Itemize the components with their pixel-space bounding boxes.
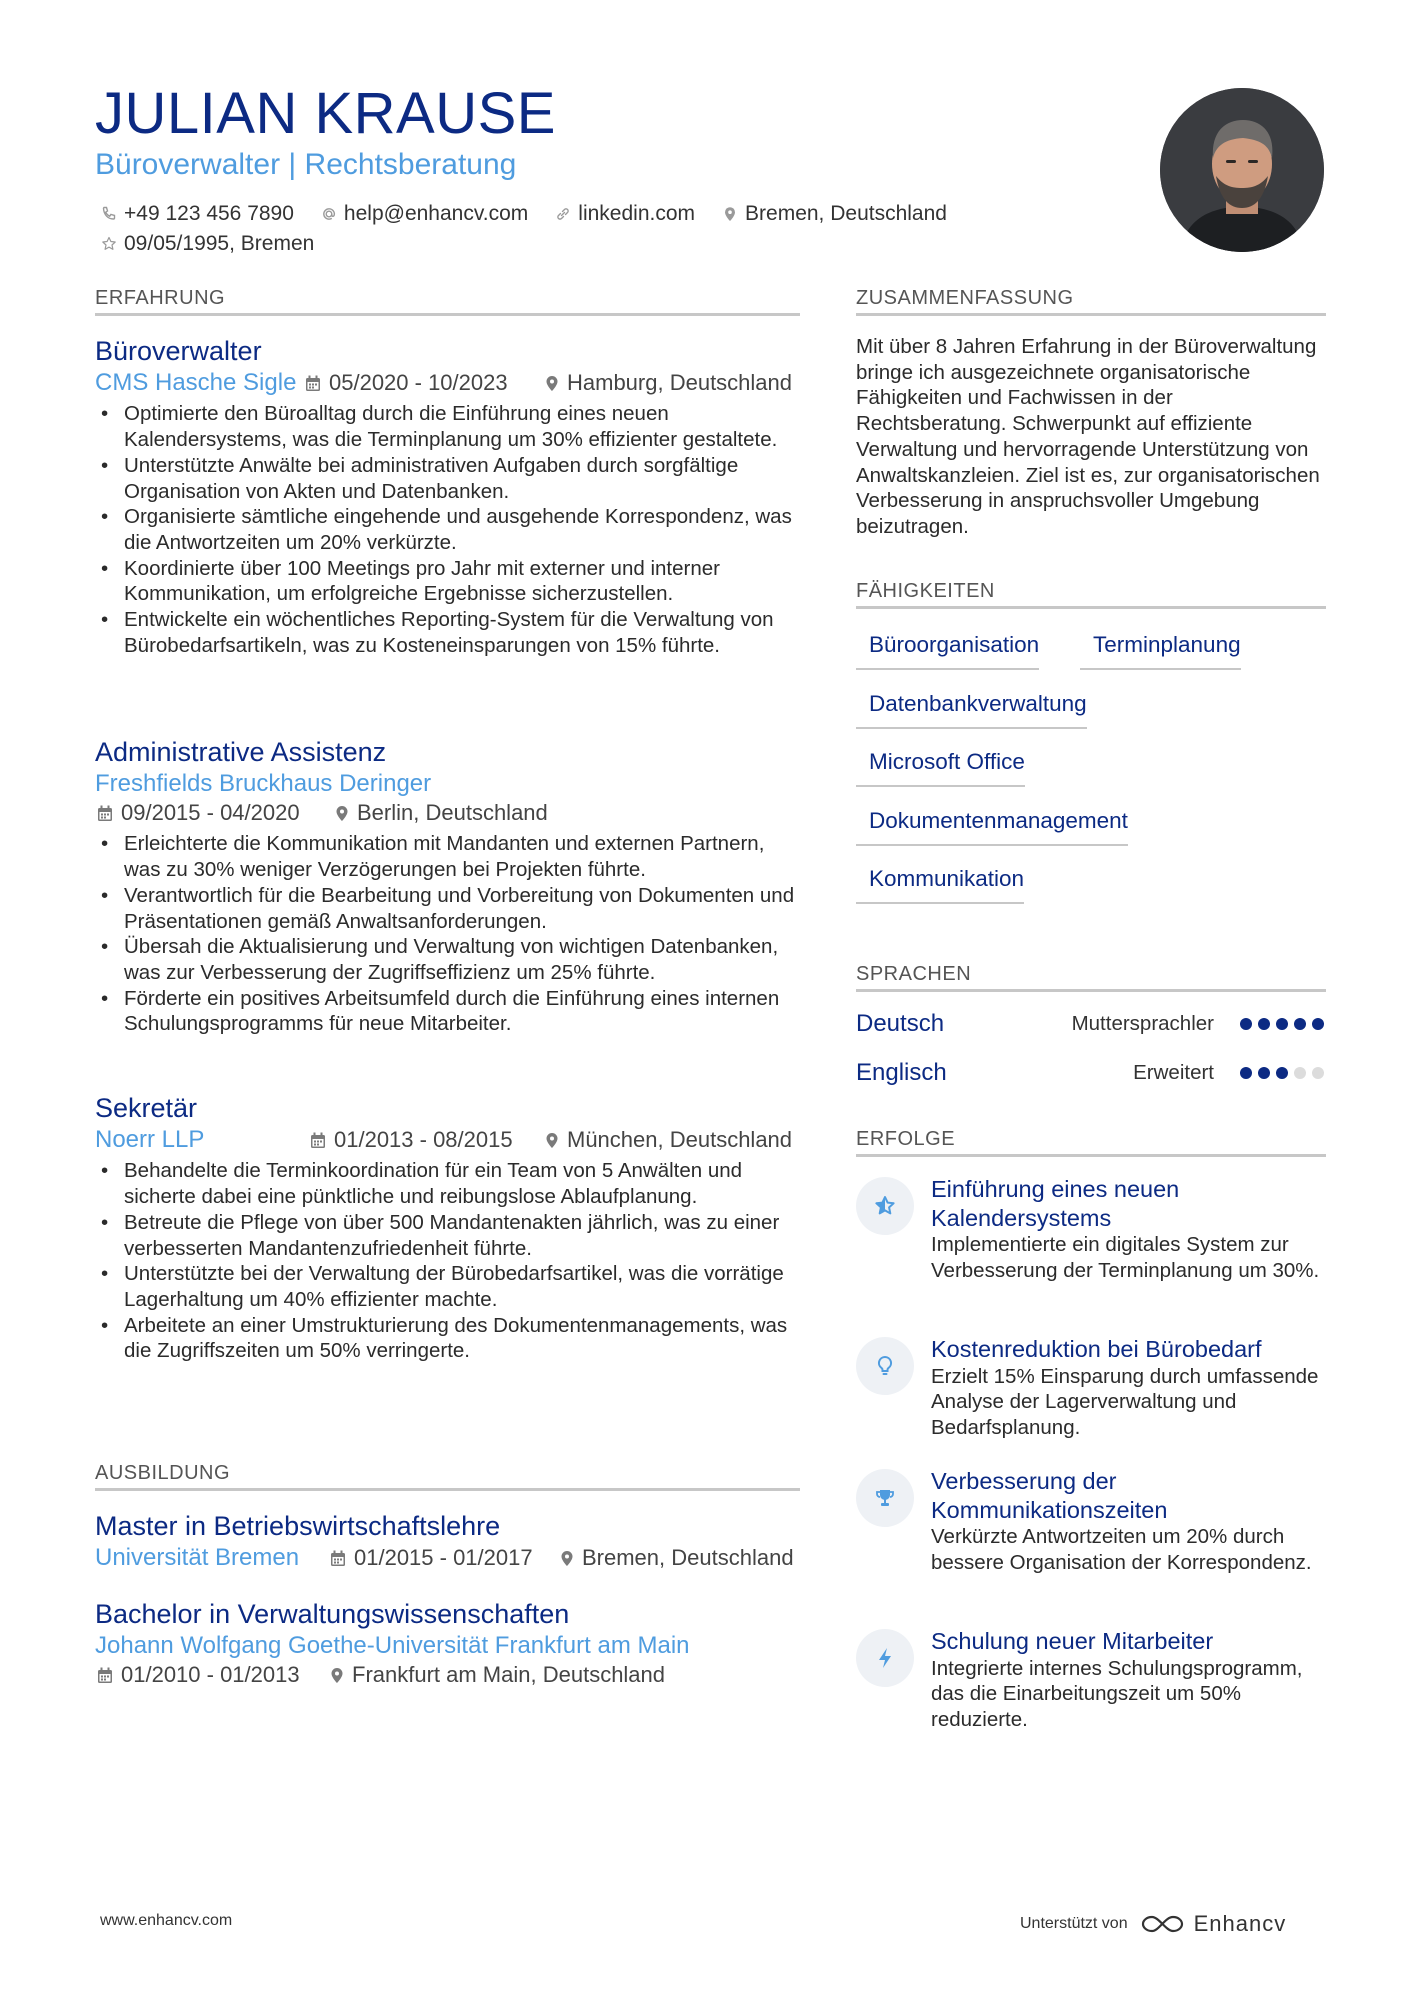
section-title-experience: ERFAHRUNG [95,287,226,309]
candidate-name: JULIAN KRAUSE [95,81,556,146]
job-bullets [95,1158,800,1364]
calendar-icon [305,375,321,392]
skill-tag: Datenbankverwaltung [856,691,1087,729]
company-name: CMS Hasche Sigle [95,369,297,397]
achievement-title: Verbesserung der Kommunikationszeiten [931,1468,1168,1523]
rating-dot-filled [1240,1067,1252,1079]
section-title-skills: FÄHIGKEITEN [856,580,995,602]
star-icon [856,1177,914,1235]
company-name: Noerr LLP [95,1126,205,1154]
list-item: • Entwickelte ein wöchentliches Reporting-System für die Verwaltung von Bürobedarfsartikeln, was zu Kosteneinsparungen von 15% führte. [95,607,800,658]
skill-tag: Dokumentenmanagement [856,808,1128,846]
language-level: Muttersprachler [1071,1012,1214,1035]
job-bullets [95,831,800,1037]
skill-tag: Kommunikation [856,866,1024,904]
enhancv-logo-icon [1140,1912,1186,1936]
list-item: • Behandelte die Terminkoordination für ein Team von 5 Anwälten und sicherte dabei eine pünktliche und reibungslose Ablaufplanung. [95,1158,800,1209]
contact-email[interactable]: help@enhancv.com [320,202,528,226]
language-name: Englisch [856,1059,947,1086]
job-title: Administrative Assistenz [95,737,387,767]
contact-info [100,199,1140,259]
education-dates: 01/2015 - 01/2017 [330,1545,533,1571]
list-item: • Koordinierte über 100 Meetings pro Jahr mit externer und interner Kommunikation, um erfolgreiche Ergebnisse sicherzustellen. [95,556,800,607]
calendar-icon [97,805,113,822]
education-entry [95,1510,800,1576]
contact-linkedin[interactable]: linkedin.com [554,202,695,226]
language-level: Erweitert [1133,1061,1214,1084]
candidate-headline: Büroverwalter | Rechtsberatung [95,148,517,181]
rating-dot-filled [1312,1018,1324,1030]
phone-icon [100,205,118,223]
rating-dot-filled [1258,1018,1270,1030]
list-item: • Verantwortlich für die Bearbeitung und Vorbereitung von Dokumenten und Präsentationen gemäß Anwaltsanforderungen. [95,883,800,934]
job-meta [95,768,800,800]
list-item: • Arbeitete an einer Umstrukturierung des Dokumentenmanagements, was die Zugriffszeiten um 50% verringerte. [95,1313,800,1364]
section-divider [856,989,1326,992]
job-meta [95,367,800,401]
list-item: • Unterstützte Anwälte bei administrativen Aufgaben durch sorgfältige Organisation von Akten und Datenbanken. [95,453,800,504]
footer-website-link[interactable]: www.enhancv.com [100,1912,233,1929]
education-dates: 01/2010 - 01/2013 [97,1662,300,1688]
rating-dot-filled [1294,1018,1306,1030]
calendar-icon [97,1667,113,1684]
skill-tag: Microsoft Office [856,749,1025,787]
job-meta [95,1124,800,1158]
achievement-title: Einführung eines neuen Kalendersystems [931,1176,1180,1231]
link-icon [554,205,572,223]
language-rating [1234,1067,1324,1079]
section-divider [856,606,1326,609]
map-pin-icon [330,1667,344,1684]
achievement-item [856,1175,1326,1283]
map-pin-icon [335,805,349,822]
achievement-description: Erzielt 15% Einsparung durch umfassende Analyse der Lagerverwaltung und Bedarfsplanung. [931,1364,1319,1439]
education-meta [95,1662,800,1693]
achievement-item [856,1467,1326,1575]
brand-name: Enhancv [1193,1911,1287,1936]
job-location: Berlin, Deutschland [335,800,548,826]
section-divider [95,1488,800,1491]
contact-phone: +49 123 456 7890 [100,202,294,226]
school-name: Johann Wolfgang Goethe-Universität Frankfurt am Main [95,1632,690,1660]
section-divider [856,1154,1326,1157]
list-item: • Optimierte den Büroalltag durch die Einführung eines neuen Kalendersystems, was die Terminplanung um 30% effizienter gestaltete. [95,401,800,452]
education-entry [95,1598,800,1693]
achievement-title: Schulung neuer Mitarbeiter [931,1628,1214,1654]
calendar-icon [310,1132,326,1149]
rating-dot-filled [1276,1067,1288,1079]
rating-dot-filled [1276,1018,1288,1030]
summary-text: Mit über 8 Jahren Erfahrung in der Büroverwaltung bringe ich ausgezeichnete organisatorische Fähigkeiten und Fachwissen in der Rechtsberatung. Schwerpunkt auf effiziente Verwaltung und hervorragende Unterstützung von Anwaltskanzleien. Ziel ist es, zur organisatorischen Verbesserung in anspruchsvoller Umgebung beizutragen. [856,335,1320,538]
footer-powered-by [1020,1911,1286,1937]
list-item: • Organisierte sämtliche eingehende und ausgehende Korrespondenz, was die Antwortzeiten um 20% verkürzte. [95,504,800,555]
lightbulb-icon [856,1337,914,1395]
company-name: Freshfields Bruckhaus Deringer [95,770,432,798]
job-dates: 01/2013 - 08/2015 [310,1127,513,1153]
profile-photo [1160,88,1324,252]
education-meta [95,1542,800,1576]
contact-birth: 09/05/1995, Bremen [100,232,314,256]
degree-title: Bachelor in Verwaltungswissenschaften [95,1599,570,1629]
section-title-summary: ZUSAMMENFASSUNG [856,287,1074,309]
skill-tag: Terminplanung [1080,632,1241,670]
achievement-item [856,1627,1326,1733]
achievement-description: Verkürzte Antwortzeiten um 20% durch bessere Organisation der Korrespondenz. [931,1525,1312,1574]
section-divider [95,313,800,316]
achievement-title: Kostenreduktion bei Bürobedarf [931,1336,1262,1362]
list-item: • Übersah die Aktualisierung und Verwaltung von wichtigen Datenbanken, was zur Verbesserung der Zugriffseffizienz um 25% führte. [95,934,800,985]
section-title-languages: SPRACHEN [856,963,972,985]
language-row [856,1056,1326,1090]
achievement-description: Integrierte internes Schulungsprogramm, das die Einarbeitungszeit um 50% reduzierte. [931,1656,1303,1731]
map-pin-icon [545,1132,559,1149]
job-bullets [95,401,800,658]
job-dates: 09/2015 - 04/2020 [97,800,300,826]
education-location: Frankfurt am Main, Deutschland [330,1662,665,1688]
at-icon [320,205,338,223]
section-title-achievements: ERFOLGE [856,1128,956,1150]
achievement-item [856,1335,1326,1441]
lightning-icon [856,1629,914,1687]
list-item: • Unterstützte bei der Verwaltung der Bürobedarfsartikel, was die vorrätige Lagerhaltung um 40% effizienter machte. [95,1261,800,1312]
education-meta [95,1630,800,1662]
achievement-description: Implementierte ein digitales System zur Verbesserung der Terminplanung um 30%. [931,1233,1320,1282]
job-location: München, Deutschland [545,1127,792,1153]
list-item: • Förderte ein positives Arbeitsumfeld durch die Einführung eines internen Schulungsprogramms für neue Mitarbeiter. [95,986,800,1037]
language-rating [1234,1018,1324,1030]
school-name: Universität Bremen [95,1544,300,1572]
job-dates: 05/2020 - 10/2023 [305,370,508,396]
trophy-icon [856,1469,914,1527]
education-location: Bremen, Deutschland [560,1545,794,1571]
rating-dot-filled [1240,1018,1252,1030]
experience-entry [95,736,800,1037]
job-meta [95,800,800,831]
map-pin-icon [545,375,559,392]
calendar-icon [330,1550,346,1567]
job-location: Hamburg, Deutschland [545,370,792,396]
rating-dot-empty [1312,1067,1324,1079]
rating-dot-empty [1294,1067,1306,1079]
contact-location: Bremen, Deutschland [721,202,947,226]
powered-by-label: Unterstützt von [1020,1915,1128,1932]
list-item: • Betreute die Pflege von über 500 Mandantenakten jährlich, was zu einer verbesserten Mandantenzufriedenheit führte. [95,1210,800,1261]
job-title: Sekretär [95,1093,198,1123]
experience-entry [95,335,800,658]
language-row [856,1007,1326,1041]
map-pin-icon [560,1550,574,1567]
degree-title: Master in Betriebswirtschaftslehre [95,1511,501,1541]
star-outline-icon [100,235,118,253]
section-divider [856,313,1326,316]
job-title: Büroverwalter [95,336,262,366]
section-title-education: AUSBILDUNG [95,1462,231,1484]
list-item: • Erleichterte die Kommunikation mit Mandanten und externen Partnern, was zu 30% weniger Verzögerungen bei Projekten führte. [95,831,800,882]
language-name: Deutsch [856,1010,945,1037]
skill-tag: Büroorganisation [856,632,1039,670]
map-pin-icon [721,205,739,223]
experience-entry [95,1092,800,1364]
rating-dot-filled [1258,1067,1270,1079]
